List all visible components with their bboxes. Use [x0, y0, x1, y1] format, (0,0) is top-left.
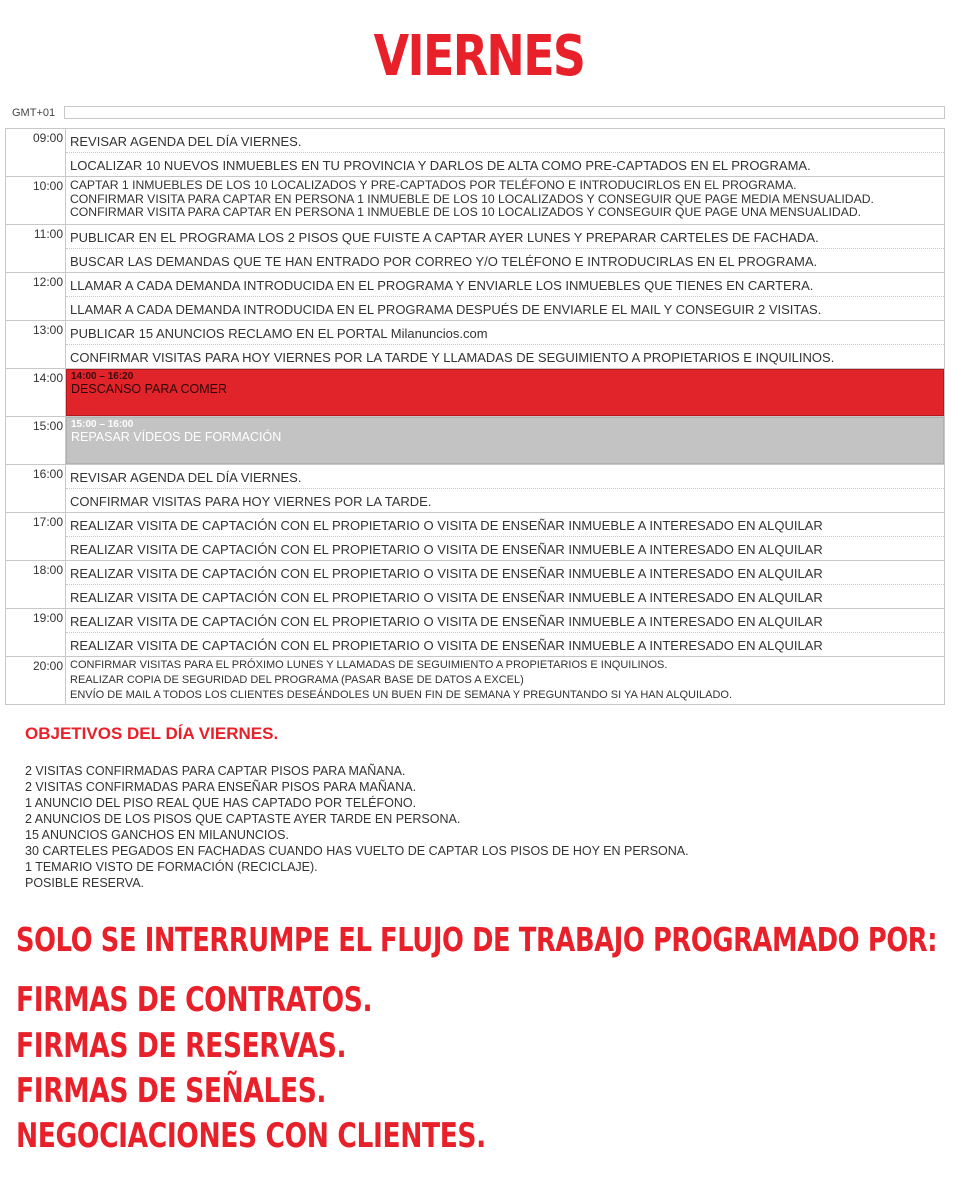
task-text: CONFIRMAR VISITA PARA CAPTAR EN PERSONA 1 INMUEBLE DE LOS 10 LOCALIZADOS Y CONSEGUIR QUE PAGE MEDIA MENSUALIDAD.	[70, 191, 874, 206]
task-text: LOCALIZAR 10 NUEVOS INMUEBLES EN TU PROVINCIA Y DARLOS DE ALTA COMO PRE-CAPTADOS EN EL PROGRAMA.	[70, 158, 811, 173]
task-text: CONFIRMAR VISITAS PARA EL PRÓXIMO LUNES Y LLAMADAS DE SEGUIMIENTO A PROPIETARIOS E INQUILINOS.	[70, 659, 668, 671]
half-hour-slot[interactable]	[66, 297, 944, 320]
hour-label: 18:00	[32, 563, 63, 577]
hour-label: 15:00	[32, 419, 63, 433]
interruptions-heading: SOLO SE INTERRUMPE EL FLUJO DE TRABAJO PROGRAMADO POR:	[16, 920, 938, 959]
task-text: CONFIRMAR VISITAS PARA HOY VIERNES POR LA TARDE Y LLAMADAS DE SEGUIMIENTO A PROPIETARIOS E INQUILINOS.	[70, 350, 835, 365]
hour-cell[interactable]	[65, 225, 944, 272]
half-hour-slot[interactable]	[66, 345, 944, 368]
hour-row-1800	[5, 561, 945, 609]
task-text: REALIZAR COPIA DE SEGURIDAD DEL PROGRAMA (PASAR BASE DE DATOS A EXCEL)	[70, 674, 524, 686]
objective-item: 2 ANUNCIOS DE LOS PISOS QUE CAPTASTE AYER TARDE EN PERSONA.	[25, 812, 461, 826]
task-text: LLAMAR A CADA DEMANDA INTRODUCIDA EN EL PROGRAMA DESPUÉS DE ENVIARLE EL MAIL Y CONSEGUIR 2 VISITAS.	[70, 302, 822, 317]
hour-row-1300	[5, 321, 945, 369]
task-text: REALIZAR VISITA DE CAPTACIÓN CON EL PROPIETARIO O VISITA DE ENSEÑAR INMUEBLE A INTERESADO EN ALQUILAR	[70, 590, 823, 605]
hour-label: 12:00	[32, 275, 63, 289]
hour-row-1100	[5, 225, 945, 273]
hour-row-1400	[5, 369, 945, 417]
task-block	[70, 658, 944, 703]
interruption-item: FIRMAS DE CONTRATOS.	[16, 980, 373, 1020]
interruption-item: NEGOCIACIONES CON CLIENTES.	[16, 1116, 486, 1156]
hour-label: 16:00	[32, 467, 63, 481]
half-hour-slot[interactable]	[66, 153, 944, 176]
event-time: 14:00 – 16:20	[71, 371, 134, 382]
half-hour-slot[interactable]	[66, 537, 944, 560]
half-hour-slot[interactable]	[66, 609, 944, 633]
event-title: REPASAR VÍDEOS DE FORMACIÓN	[71, 430, 282, 444]
objective-item: 2 VISITAS CONFIRMADAS PARA ENSEÑAR PISOS PARA MAÑANA.	[25, 780, 417, 794]
hour-label: 19:00	[32, 611, 63, 625]
all-day-row[interactable]	[64, 106, 945, 119]
task-text: CONFIRMAR VISITAS PARA HOY VIERNES POR LA TARDE.	[70, 494, 432, 509]
hour-cell[interactable]	[65, 177, 944, 224]
objective-item: 1 TEMARIO VISTO DE FORMACIÓN (RECICLAJE).	[25, 860, 318, 874]
hour-row-1000	[5, 177, 945, 225]
event-title: DESCANSO PARA COMER	[71, 382, 228, 396]
task-text: BUSCAR LAS DEMANDAS QUE TE HAN ENTRADO POR CORREO Y/O TELÉFONO E INTRODUCIRLAS EN EL PROGRAMA.	[70, 254, 818, 269]
task-text: REVISAR AGENDA DEL DÍA VIERNES.	[70, 470, 302, 485]
hour-cell[interactable]	[65, 129, 944, 176]
hour-label: 20:00	[32, 659, 63, 673]
hour-row-1900	[5, 609, 945, 657]
hour-label: 14:00	[32, 371, 63, 385]
half-hour-slot[interactable]	[66, 129, 944, 153]
hour-cell[interactable]	[65, 609, 944, 656]
hour-label: 17:00	[32, 515, 63, 529]
task-text: REALIZAR VISITA DE CAPTACIÓN CON EL PROPIETARIO O VISITA DE ENSEÑAR INMUEBLE A INTERESADO EN ALQUILAR	[70, 542, 823, 557]
hour-row-1200	[5, 273, 945, 321]
objective-item: 15 ANUNCIOS GANCHOS EN MILANUNCIOS.	[25, 828, 289, 842]
half-hour-slot[interactable]	[66, 225, 944, 249]
half-hour-slot[interactable]	[66, 633, 944, 656]
task-text: REALIZAR VISITA DE CAPTACIÓN CON EL PROPIETARIO O VISITA DE ENSEÑAR INMUEBLE A INTERESADO EN ALQUILAR	[70, 566, 823, 581]
interruption-item: FIRMAS DE SEÑALES.	[16, 1071, 327, 1111]
hour-label: 09:00	[32, 131, 63, 145]
half-hour-slot[interactable]	[66, 465, 944, 489]
hour-cell[interactable]	[65, 369, 944, 416]
hour-cell[interactable]	[65, 417, 944, 464]
half-hour-slot[interactable]	[66, 273, 944, 297]
hour-row-1600	[5, 465, 945, 513]
objectives-list	[25, 763, 689, 891]
task-text: PUBLICAR 15 ANUNCIOS RECLAMO EN EL PORTAL Milanuncios.com	[70, 326, 488, 341]
hour-cell[interactable]	[65, 561, 944, 608]
hour-row-2000	[5, 657, 945, 705]
calendar-event-training[interactable]	[66, 417, 944, 464]
calendar-event-lunch[interactable]	[66, 369, 944, 416]
half-hour-slot[interactable]	[66, 321, 944, 345]
half-hour-slot[interactable]	[66, 249, 944, 272]
event-time: 15:00 – 16:00	[71, 419, 134, 430]
interruption-item: FIRMAS DE RESERVAS.	[16, 1026, 347, 1066]
hour-row-0900	[5, 129, 945, 177]
hour-cell[interactable]	[65, 657, 944, 704]
task-text: CAPTAR 1 INMUEBLES DE LOS 10 LOCALIZADOS Y PRE-CAPTADOS POR TELÉFONO E INTRODUCIRLOS EN EL PROGRAMA.	[70, 178, 797, 192]
task-text: REALIZAR VISITA DE CAPTACIÓN CON EL PROPIETARIO O VISITA DE ENSEÑAR INMUEBLE A INTERESADO EN ALQUILAR	[70, 614, 823, 629]
task-text: REALIZAR VISITA DE CAPTACIÓN CON EL PROPIETARIO O VISITA DE ENSEÑAR INMUEBLE A INTERESADO EN ALQUILAR	[70, 638, 823, 653]
half-hour-slot[interactable]	[66, 561, 944, 585]
day-calendar-grid	[5, 128, 945, 705]
objective-item: 1 ANUNCIO DEL PISO REAL QUE HAS CAPTADO POR TELÉFONO.	[25, 796, 417, 810]
objective-item: 2 VISITAS CONFIRMADAS PARA CAPTAR PISOS PARA MAÑANA.	[25, 764, 406, 778]
hour-row-1700	[5, 513, 945, 561]
hour-label: 10:00	[32, 179, 63, 193]
objective-item: POSIBLE RESERVA.	[25, 876, 145, 890]
hour-label: 13:00	[32, 323, 63, 337]
hour-label: 11:00	[33, 227, 63, 241]
hour-cell[interactable]	[65, 321, 944, 368]
half-hour-slot[interactable]	[66, 513, 944, 537]
task-block	[70, 179, 944, 220]
task-text: PUBLICAR EN EL PROGRAMA LOS 2 PISOS QUE FUISTE A CAPTAR AYER LUNES Y PREPARAR CARTELES DE FACHADA.	[70, 230, 819, 245]
task-text: REVISAR AGENDA DEL DÍA VIERNES.	[70, 134, 302, 149]
task-text: CONFIRMAR VISITA PARA CAPTAR EN PERSONA 1 INMUEBLE DE LOS 10 LOCALIZADOS Y CONSEGUIR QUE PAGE UNA MENSUALIDAD.	[70, 205, 862, 219]
task-text: REALIZAR VISITA DE CAPTACIÓN CON EL PROPIETARIO O VISITA DE ENSEÑAR INMUEBLE A INTERESADO EN ALQUILAR	[70, 518, 823, 533]
page-title: VIERNES	[373, 24, 585, 89]
task-text: LLAMAR A CADA DEMANDA INTRODUCIDA EN EL PROGRAMA Y ENVIARLE LOS INMUEBLES QUE TIENES EN CARTERA.	[70, 278, 814, 293]
half-hour-slot[interactable]	[66, 585, 944, 608]
hour-row-1500	[5, 417, 945, 465]
hour-cell[interactable]	[65, 465, 944, 512]
objective-item: 30 CARTELES PEGADOS EN FACHADAS CUANDO HAS VUELTO DE CAPTAR LOS PISOS DE HOY EN PERSONA.	[25, 844, 689, 858]
hour-cell[interactable]	[65, 273, 944, 320]
task-text: ENVÍO DE MAIL A TODOS LOS CLIENTES DESEÁNDOLES UN BUEN FIN DE SEMANA Y PREGUNTANDO SI YA HAN ALQUILADO.	[70, 689, 733, 701]
half-hour-slot[interactable]	[66, 489, 944, 512]
objectives-title: OBJETIVOS DEL DÍA VIERNES.	[25, 724, 279, 743]
hour-cell[interactable]	[65, 513, 944, 560]
timezone-label: GMT+01	[12, 107, 56, 119]
